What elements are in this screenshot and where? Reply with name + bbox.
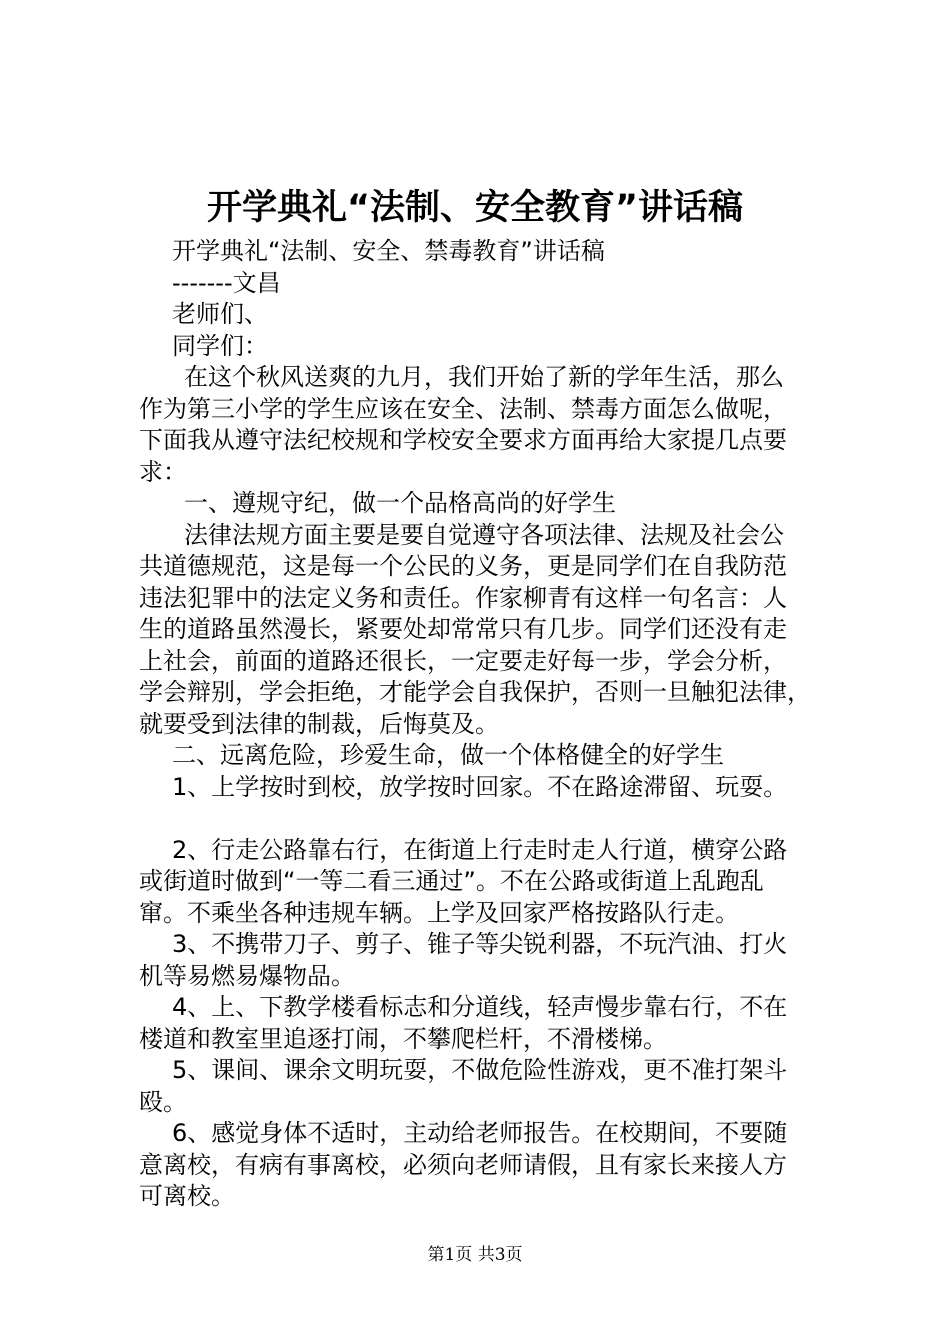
body-line: 5、课间、课余文明玩耍，不做危险性游戏，更不准打架斗 (172, 1056, 788, 1084)
body-line: 就要受到法律的制裁，后悔莫及。 (139, 709, 499, 738)
body-line: 作为第三小学的学生应该在安全、法制、禁毒方面怎么做呢， (139, 394, 787, 423)
body-line: 同学们： (172, 331, 268, 360)
body-line: 2、行走公路靠右行，在街道上行走时走人行道，横穿公路 (172, 835, 788, 864)
body-line: 窜。不乘坐各种违规车辆。上学及回家严格按路队行走。 (139, 898, 739, 927)
body-line: 4、上、下教学楼看标志和分道线，轻声慢步靠右行，不在 (172, 993, 788, 1021)
page-footer: 第1页 共3页 (427, 1245, 523, 1265)
body-line: 在这个秋风送爽的九月，我们开始了新的学年生活，那么 (184, 363, 784, 391)
body-line: 一、遵规守纪，做一个品格高尚的好学生 (184, 489, 616, 517)
document-body (139, 236, 831, 1213)
body-line: 共道德规范，这是每一个公民的义务，更是同学们在自我防范 (139, 552, 787, 580)
body-line: 上社会，前面的道路还很长，一定要走好每一步，学会分析， (139, 646, 787, 675)
body-line: 意离校，有病有事离校，必须向老师请假，且有家长来接人方 (139, 1150, 787, 1179)
body-line: 或街道时做到“一等二看三通过”。不在公路或街道上乱跑乱 (139, 867, 764, 895)
document-title: 开学典礼“法制、安全教育”讲话稿 (206, 188, 743, 228)
body-line: 生的道路虽然漫长，紧要处却常常只有几步。同学们还没有走 (139, 615, 787, 643)
body-line: 6、感觉身体不适时，主动给老师报告。在校期间，不要随 (172, 1119, 788, 1147)
body-line: 老师们、 (172, 300, 268, 328)
body-line: 楼道和教室里追逐打闹，不攀爬栏杆，不滑楼梯。 (139, 1024, 667, 1053)
body-line: 法律法规方面主要是要自觉遵守各项法律、法规及社会公 (184, 520, 784, 549)
body-line: 可离校。 (139, 1182, 235, 1210)
body-line: 开学典礼“法制、安全、禁毒教育”讲话稿 (172, 237, 605, 265)
body-line: 违法犯罪中的法定义务和责任。作家柳青有这样一句名言：人 (139, 583, 787, 612)
body-line: 1、上学按时到校，放学按时回家。不在路途滞留、玩耍。 (172, 772, 788, 801)
body-line (139, 803, 831, 835)
body-line: 二、远离危险，珍爱生命，做一个体格健全的好学生 (172, 741, 724, 769)
body-line: 求： (139, 457, 187, 486)
body-line: 殴。 (139, 1087, 187, 1116)
body-line: 学会辩别，学会拒绝，才能学会自我保护，否则一旦触犯法律， (139, 678, 811, 706)
body-line: 机等易燃易爆物品。 (139, 961, 355, 990)
body-line: -------文昌 (172, 268, 281, 297)
body-line: 3、不携带刀子、剪子、锥子等尖锐利器，不玩汽油、打火 (172, 930, 788, 958)
body-line: 下面我从遵守法纪校规和学校安全要求方面再给大家提几点要 (139, 426, 787, 454)
